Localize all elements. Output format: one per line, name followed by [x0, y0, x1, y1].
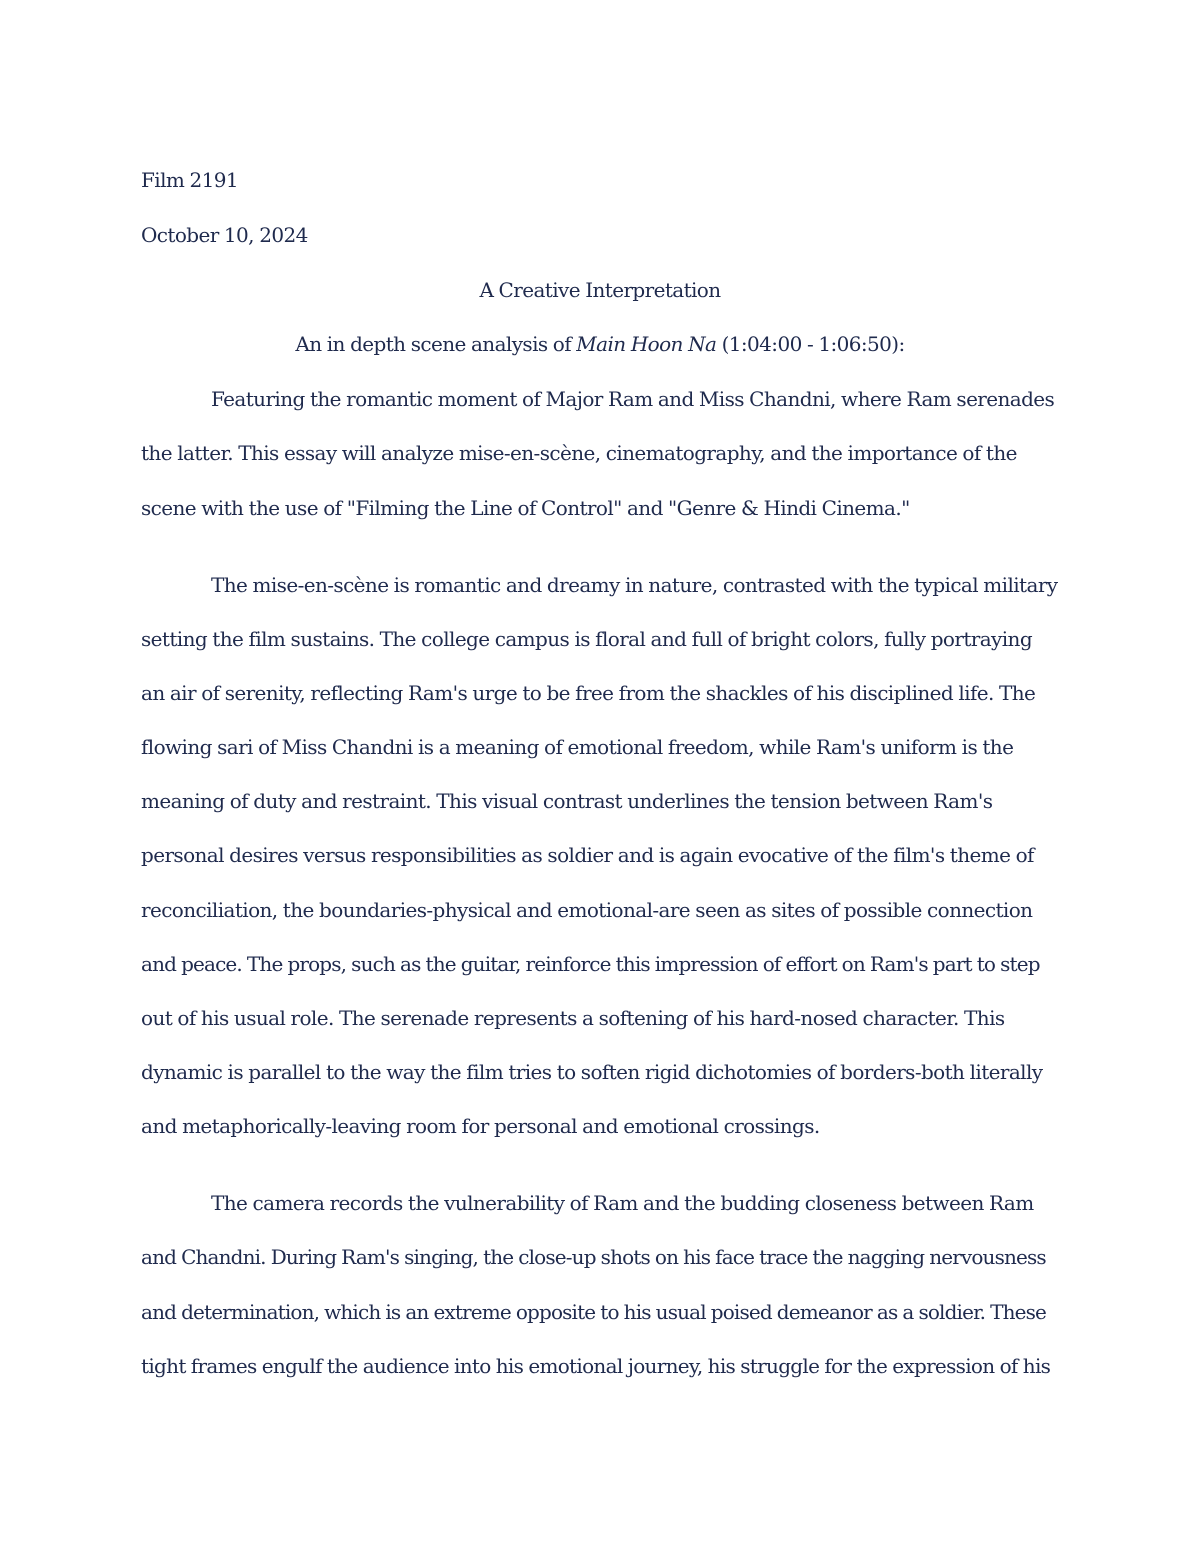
paragraph-line: the latter. This essay will analyze mise-en-scène, cinematography, and the importance of the — [141, 441, 1017, 465]
paragraph-line: flowing sari of Miss Chandni is a meaning of emotional freedom, while Ram's uniform is the — [141, 735, 1014, 759]
paragraph-line: Featuring the romantic moment of Major Ram and Miss Chandni, where Ram serenades — [211, 387, 1055, 411]
date-line: October 10, 2024 — [141, 223, 308, 247]
subtitle-prefix: An in depth scene analysis of — [295, 332, 577, 356]
film-title: Main Hoon Na — [576, 332, 717, 356]
essay-title: A Creative Interpretation — [479, 278, 721, 302]
paragraph-line: and Chandni. During Ram's singing, the close-up shots on his face trace the nagging nervousness — [141, 1245, 1046, 1269]
paragraph-line: and determination, which is an extreme opposite to his usual poised demeanor as a soldier. These — [141, 1300, 1047, 1324]
paragraph-line: reconciliation, the boundaries-physical and emotional-are seen as sites of possible connection — [141, 898, 1033, 922]
paragraph-line: out of his usual role. The serenade represents a softening of his hard-nosed character. This — [141, 1006, 1005, 1030]
paragraph-line: The camera records the vulnerability of Ram and the budding closeness between Ram — [211, 1191, 1034, 1215]
paragraph-line: The mise-en-scène is romantic and dreamy in nature, contrasted with the typical military — [211, 573, 1058, 597]
paragraph-line: personal desires versus responsibilities as soldier and is again evocative of the film's theme of — [141, 843, 1034, 867]
course-line: Film 2191 — [141, 168, 238, 192]
paragraph-line: dynamic is parallel to the way the film tries to soften rigid dichotomies of borders-both literally — [141, 1060, 1043, 1084]
essay-subtitle — [0, 332, 1200, 356]
paragraph-line: and peace. The props, such as the guitar, reinforce this impression of effort on Ram's part to step — [141, 952, 1040, 976]
subtitle-suffix: (1:04:00 - 1:06:50): — [716, 332, 905, 356]
paragraph-line: meaning of duty and restraint. This visual contrast underlines the tension between Ram's — [141, 789, 993, 813]
paragraph-line: setting the film sustains. The college campus is floral and full of bright colors, fully portraying — [141, 627, 1033, 651]
paragraph-line: an air of serenity, reflecting Ram's urge to be free from the shackles of his disciplined life. The — [141, 681, 1036, 705]
paragraph-line: and metaphorically-leaving room for personal and emotional crossings. — [141, 1114, 820, 1138]
paragraph-line: tight frames engulf the audience into his emotional journey, his struggle for the expression of his — [141, 1354, 1051, 1378]
paragraph-line: scene with the use of "Filming the Line of Control" and "Genre & Hindi Cinema." — [141, 496, 910, 520]
